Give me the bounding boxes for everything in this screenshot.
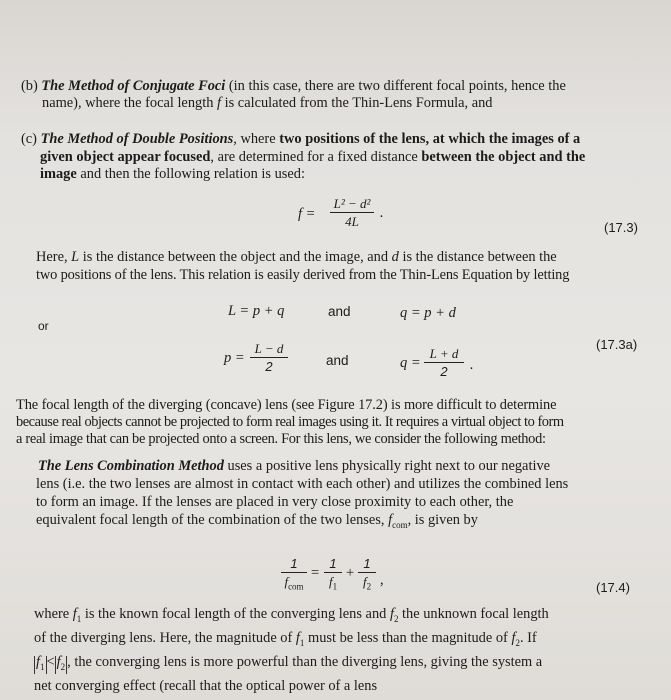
conjugate-foci-title: The Method of Conjugate Foci <box>41 78 226 94</box>
eq-174-comma: , <box>380 572 384 588</box>
double-positions-title: The Method of Double Positions <box>40 131 234 147</box>
lens-combo-line-3: to form an image. If the lenses are placed in very close proximity to each other, the <box>36 494 514 510</box>
where-line-4: net converging effect (recall that the optical power of a lens <box>34 678 378 694</box>
eq-q-lhs: q = <box>400 355 421 371</box>
where-line-1: where $f_1$ is the known focal length of the converging lens and $f_2$ the unknown focal length <box>34 606 549 624</box>
abs-f2: $f_2$ <box>56 654 66 672</box>
eq-17-3-number: (17.3) <box>604 220 638 235</box>
item-c-line-3: image and then the following relation is used: <box>40 166 305 182</box>
eq-174-equals: = <box>311 565 320 581</box>
lens-combination-title: The Lens Combination Method <box>38 458 224 474</box>
diverging-line-1: The focal length of the diverging (concave) lens (see Figure 17.2) is more difficult to determine <box>16 397 557 413</box>
item-b-line-1: (b) The Method of Conjugate Foci (in this case, there are two different focal points, hence the <box>21 78 566 94</box>
abs-f1: $f_1$ <box>36 654 45 672</box>
lens-combo-line-1: The Lens Combination Method uses a positive lens physically right next to our negative <box>38 458 551 474</box>
diverging-line-2: because real objects cannot be projected to form real images using it. It requires a virtual object to form <box>16 414 564 430</box>
eq-17-3-lhs: f = <box>298 206 316 222</box>
item-c-line-1: (c) The Method of Double Positions, where two positions of the lens, at which the images of a <box>21 131 581 147</box>
eq-q-fraction: L + d 2 <box>424 346 464 379</box>
eq-173a-dot: . <box>470 357 474 373</box>
eq-174-frac-fcom: 1 $f_{com}$ <box>281 556 307 595</box>
eq-lpq-and: and <box>328 304 351 319</box>
lens-combo-line-4: equivalent focal length of the combination of the two lenses, $f_{com}$, is given by <box>36 512 478 530</box>
eq-p-lhs: p = <box>224 350 245 366</box>
where-line-3: $f_1 < f_2$ , the converging lens is more powerful than the diverging lens, giving the system a <box>36 654 543 672</box>
eq-174-frac-f2: 1 $f_2$ <box>358 556 376 595</box>
eq-174-plus: + <box>346 565 355 581</box>
or-label: or <box>38 319 49 333</box>
item-c-line-2: given object appear focused, are determined for a fixed distance between the object and the <box>40 149 586 165</box>
eq-l-equals-p-plus-q: L = p + q <box>228 303 285 319</box>
eq-q-equals-p-plus-d: q = p + d <box>400 305 456 321</box>
eq-174-frac-f1: 1 $f_1$ <box>324 556 342 595</box>
eq-17-4-number: (17.4) <box>596 580 630 595</box>
lens-combo-line-2: lens (i.e. the two lenses are almost in contact with each other) and utilizes the combined lens <box>36 476 569 492</box>
diverging-line-3: a real image that can be projected onto a screen. For this lens, we consider the following method: <box>16 431 546 447</box>
eq-p-fraction: L − d 2 <box>250 341 288 374</box>
eq-17-3-dot: . <box>380 205 384 221</box>
where-line-2: of the diverging lens. Here, the magnitude of $f_1$ must be less than the magnitude of $f_2$. If <box>34 630 537 648</box>
here-line-1: Here, L is the distance between the object and the image, and d is the distance between the <box>36 249 557 265</box>
item-b-line-2: name), where the focal length f is calculated from the Thin-Lens Formula, and <box>42 95 493 111</box>
eq-17-3a-number: (17.3a) <box>596 337 638 352</box>
eq-pq-and: and <box>326 353 349 368</box>
eq-17-3-fraction: L² − d² 4L <box>330 196 374 229</box>
here-line-2: two positions of the lens. This relation is easily derived from the Thin-Lens Equation by letting <box>36 267 570 283</box>
